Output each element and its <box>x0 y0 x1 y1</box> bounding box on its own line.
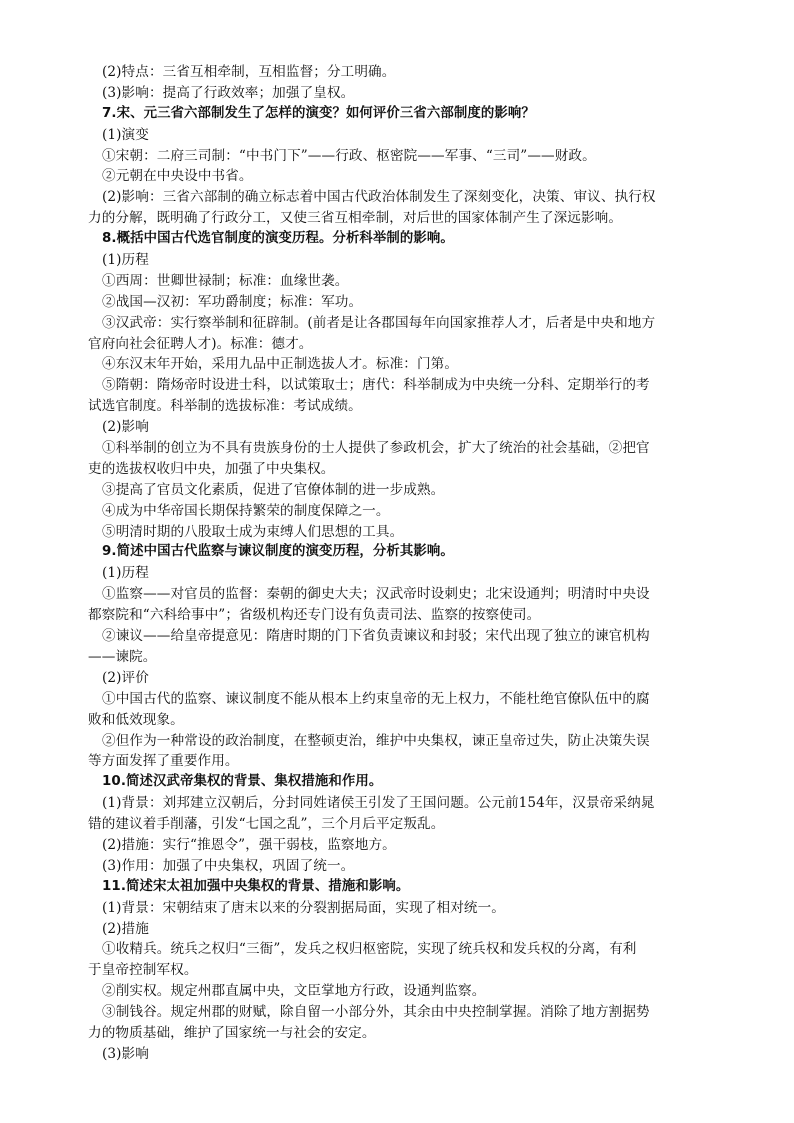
text-line: ②但作为一种常设的政治制度，在整顿吏治，维护中央集权，谏正皇帝过失，防止决策失误 <box>102 732 650 749</box>
text-line: 试选官制度。科举制的选拔标准：考试成绩。 <box>88 398 362 415</box>
text-line: (1)历程 <box>102 565 149 582</box>
text-line: ①西周：世卿世禄制；标准：血缘世袭。 <box>102 272 349 289</box>
text-line: ②元朝在中央设中书省。 <box>102 168 253 185</box>
text-line: ①监察——对官员的监督：秦朝的御史大夫；汉武帝时设刺史；北宋设通判；明清时中央设 <box>102 586 650 603</box>
text-line: ④成为中华帝国长期保持繁荣的制度保障之一。 <box>102 502 390 519</box>
text-line: ——谏院。 <box>88 648 157 665</box>
text-line: (2)特点：三省互相牵制，互相监督；分工明确。 <box>102 64 396 80</box>
question-heading: 11.简述宋太祖加强中央集权的背景、措施和影响。 <box>102 878 410 894</box>
text-line: ①中国古代的监察、谏议制度不能从根本上约束皇帝的无上权力，不能杜绝官僚队伍中的腐 <box>102 690 650 707</box>
text-line: ③提高了官员文化素质，促进了官僚体制的进一步成熟。 <box>102 481 445 498</box>
text-line: ④东汉末年开始，采用九品中正制选拔人才。标准：门第。 <box>102 356 459 373</box>
text-line: 于皇帝控制军权。 <box>88 962 198 979</box>
text-line: ⑤隋朝：隋炀帝时设进士科，以试策取士；唐代：科举制成为中央统一分科、定期举行的考 <box>102 377 650 394</box>
text-line: (1)背景：刘邦建立汉朝后，分封同姓诸侯王引发了王国问题。公元前154年，汉景帝采纳晁 <box>102 795 655 812</box>
text-line: ②谏议——给皇帝提意见：隋唐时期的门下省负责谏议和封驳；宋代出现了独立的谏官机构 <box>102 628 650 645</box>
question-heading: 10.简述汉武帝集权的背景、集权措施和作用。 <box>102 774 383 790</box>
text-line: ①科举制的创立为不具有贵族身份的士人提供了参政机会，扩大了统治的社会基础，②把官 <box>102 440 650 457</box>
text-line: (2)评价 <box>102 669 149 686</box>
question-heading: 7.宋、元三省六部制发生了怎样的演变？如何评价三省六部制度的影响？ <box>102 105 535 121</box>
text-line: ①宋朝：二府三司制：“中书门下”——行政、枢密院——军事、“三司”——财政。 <box>102 147 596 164</box>
text-line: 错的建议着手削藩，引发“七国之乱”，三个月后平定叛乱。 <box>88 816 445 833</box>
question-heading: 8.概括中国古代选官制度的演变历程。分析科举制的影响。 <box>102 231 454 247</box>
text-line: ①收精兵。统兵之权归“三衙”，发兵之权归枢密院，实现了统兵权和发兵权的分离，有利 <box>102 941 637 958</box>
text-line: 败和低效现象。 <box>88 711 184 728</box>
text-line: (1)演变 <box>102 126 149 143</box>
text-line: 等方面发挥了重要作用。 <box>88 753 239 770</box>
question-heading: 9.简述中国古代监察与谏议制度的演变历程，分析其影响。 <box>102 544 454 560</box>
text-line: (2)影响：三省六部制的确立标志着中国古代政治体制发生了深刻变化，决策、审议、执行权 <box>102 189 656 206</box>
text-line: 力的物质基础，维护了国家统一与社会的安定。 <box>88 1024 376 1041</box>
text-line: 力的分解，既明确了行政分工，又使三省互相牵制，对后世的国家体制产生了深远影响。 <box>88 210 623 227</box>
text-line: 吏的选拔权收归中央，加强了中央集权。 <box>88 460 335 477</box>
text-line: (1)背景：宋朝结束了唐末以来的分裂割据局面，实现了相对统一。 <box>102 899 505 916</box>
text-line: ③汉武帝：实行察举制和征辟制。(前者是让各郡国每年向国家推荐人才，后者是中央和地方 <box>102 314 656 331</box>
text-line: 官府向社会征聘人才)。标准：德才。 <box>88 335 313 352</box>
text-line: ②削实权。规定州郡直属中央，文臣掌地方行政，设通判监察。 <box>102 983 486 1000</box>
text-line: ⑤明清时期的八股取士成为束缚人们思想的工具。 <box>102 523 404 540</box>
text-line: (2)措施 <box>102 920 149 937</box>
document-page <box>88 62 736 1065</box>
text-line: (2)措施：实行“推恩令”，强干弱枝，监察地方。 <box>102 836 396 853</box>
text-line: (2)影响 <box>102 419 149 436</box>
text-line: ②战国—汉初：军功爵制度；标准：军功。 <box>102 293 363 310</box>
text-line: (3)作用：加强了中央集权，巩固了统一。 <box>102 857 355 874</box>
text-line: (1)历程 <box>102 252 149 269</box>
text-line: 都察院和“六科给事中”；省级机构还专门设有负责司法、监察的按察使司。 <box>88 607 541 624</box>
text-line: (3)影响：提高了行政效率；加强了皇权。 <box>102 84 355 101</box>
text-line: ③制钱谷。规定州郡的财赋，除自留一小部分外，其余由中央控制掌握。消除了地方割据势 <box>102 1004 650 1021</box>
text-line: (3)影响 <box>102 1045 149 1062</box>
